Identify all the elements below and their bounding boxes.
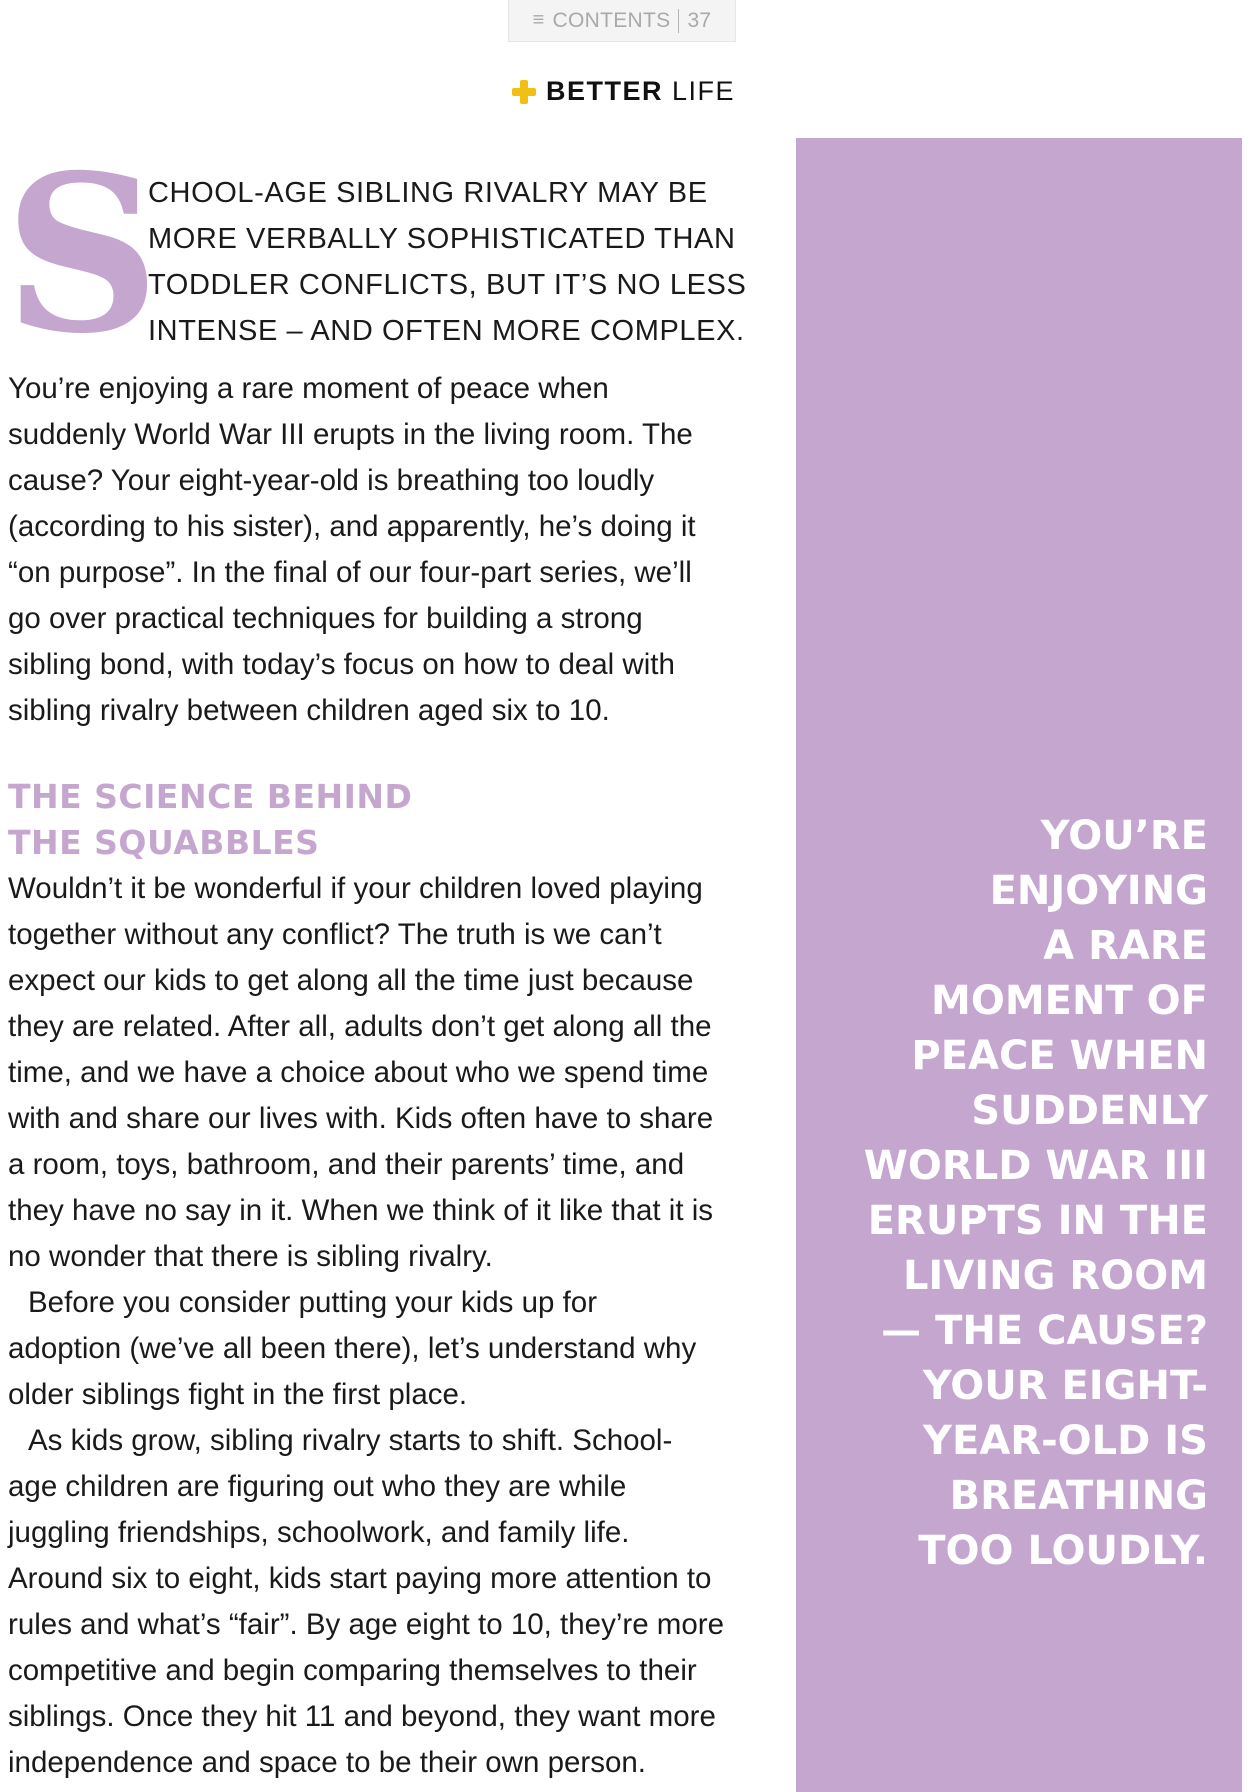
text-line: You’re enjoying a rare moment of peace when (8, 372, 609, 405)
pull-quote-line: ENJOYING (989, 868, 1208, 914)
pull-quote-line: MOMENT OF (931, 978, 1208, 1024)
subheading-line: THE SQUABBLES (8, 823, 320, 862)
pull-quote-line: PEACE WHEN (911, 1033, 1208, 1079)
lead-line: CHOOL-AGE SIBLING RIVALRY MAY BE (148, 177, 708, 209)
text-line: sibling bond, with today’s focus on how to deal with (8, 648, 675, 681)
text-line: (according to his sister), and apparently, he’s doing it (8, 510, 696, 543)
pull-quote-line: YOUR EIGHT- (922, 1363, 1208, 1409)
paragraph-3 (8, 1418, 768, 1786)
section-header (512, 76, 735, 107)
lead-line: MORE VERBALLY SOPHISTICATED THAN (148, 223, 736, 255)
text-line: time, and we have a choice about who we spend time (8, 1056, 709, 1089)
text-line: no wonder that there is sibling rivalry. (8, 1240, 493, 1273)
text-line: rules and what’s “fair”. By age eight to 10, they’re more (8, 1608, 725, 1641)
text-line: suddenly World War III erupts in the living room. The (8, 418, 693, 451)
plus-icon (512, 80, 536, 104)
page-number: 37 (687, 8, 712, 32)
pull-quote (864, 809, 1208, 1579)
text-line: siblings. Once they hit 11 and beyond, they want more (8, 1700, 716, 1733)
subheading (8, 774, 768, 866)
text-line: they are related. After all, adults don’t get along all the (8, 1010, 712, 1043)
article-body (4, 127, 768, 1786)
drop-cap: S (4, 127, 160, 381)
text-line: sibling rivalry between children aged six to 10. (8, 694, 610, 727)
text-line: older siblings fight in the first place. (8, 1378, 468, 1411)
lead-line: TODDLER CONFLICTS, BUT IT’S NO LESS (148, 269, 747, 301)
menu-icon: ≡ (532, 9, 545, 31)
text-line: adoption (we’ve all been there), let’s understand why (8, 1332, 697, 1365)
lead-line: INTENSE – AND OFTEN MORE COMPLEX. (148, 315, 745, 347)
text-line: a room, toys, bathroom, and their parents’ time, and (8, 1148, 685, 1181)
section-title-bold: BETTER (546, 76, 663, 106)
lead-paragraph (148, 170, 746, 354)
text-line: together without any conflict? The truth is we can’t (8, 918, 662, 951)
pull-quote-line: A RARE (1043, 923, 1208, 969)
text-line: competitive and begin comparing themselves to their (8, 1654, 697, 1687)
pull-quote-line: ERUPTS IN THE (867, 1198, 1208, 1244)
paragraph-2 (8, 1280, 768, 1418)
pull-quote-line: SUDDENLY (971, 1088, 1208, 1134)
text-line: Around six to eight, kids start paying more attention to (8, 1562, 712, 1595)
section-title-light: LIFE (672, 76, 736, 106)
text-line: they have no say in it. When we think of it like that it is (8, 1194, 714, 1227)
paragraph-1 (8, 866, 768, 1280)
contents-label: CONTENTS (552, 8, 671, 32)
contents-tab[interactable] (508, 0, 736, 42)
pull-quote-line: WORLD WAR III (863, 1143, 1208, 1189)
pull-quote-line: YOU’RE (1040, 813, 1208, 859)
lead-block (4, 127, 768, 381)
pull-quote-line: — THE CAUSE? (881, 1308, 1208, 1354)
text-line: independence and space to be their own person. (8, 1746, 646, 1779)
intro-paragraph (8, 366, 768, 734)
subheading-line: THE SCIENCE BEHIND (8, 777, 413, 816)
text-line: cause? Your eight-year-old is breathing too loudly (8, 464, 655, 497)
text-line: Wouldn’t it be wonderful if your children loved playing (8, 872, 703, 905)
text-line: age children are figuring out who they are while (8, 1470, 627, 1503)
text-line: Before you consider putting your kids up for (28, 1286, 598, 1319)
pull-quote-line: YEAR-OLD IS (923, 1418, 1208, 1464)
text-line: As kids grow, sibling rivalry starts to shift. School- (28, 1424, 673, 1457)
text-line: juggling friendships, schoolwork, and family life. (8, 1516, 630, 1549)
text-line: with and share our lives with. Kids often have to share (8, 1102, 714, 1135)
pull-quote-line: BREATHING (949, 1473, 1208, 1519)
pull-quote-panel (796, 138, 1242, 1792)
text-line: go over practical techniques for building a strong (8, 602, 643, 635)
divider (678, 9, 679, 33)
pull-quote-line: LIVING ROOM (902, 1253, 1208, 1299)
pull-quote-line: TOO LOUDLY. (918, 1528, 1208, 1574)
text-line: expect our kids to get along all the time just because (8, 964, 694, 997)
text-line: “on purpose”. In the final of our four-part series, we’ll (8, 556, 692, 589)
